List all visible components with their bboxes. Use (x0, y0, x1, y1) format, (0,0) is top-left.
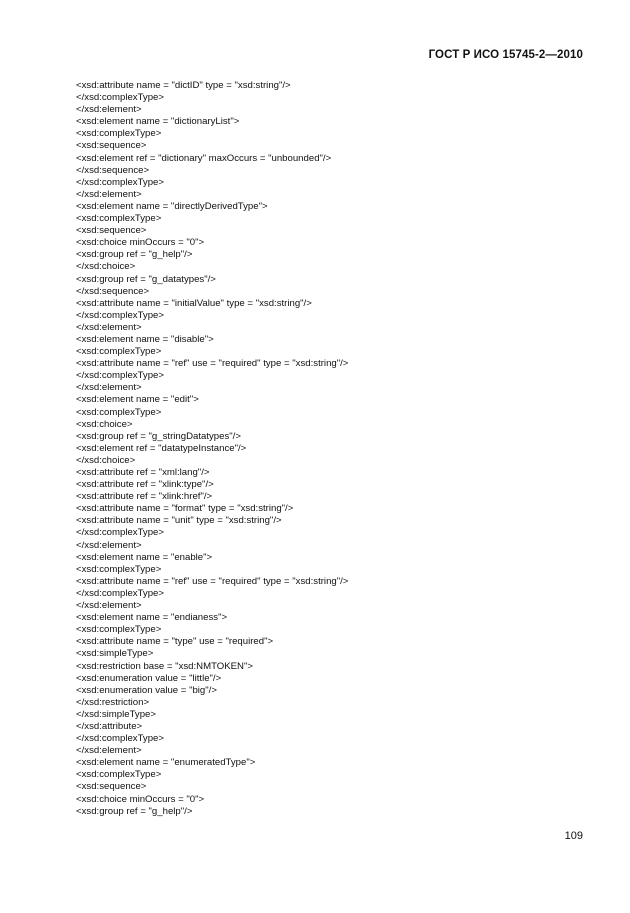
code-line: <xsd:element ref = "dictionary" maxOccurs = "unbounded"/> (76, 152, 332, 164)
code-line: </xsd:complexType> (76, 176, 164, 188)
code-line: </xsd:element> (76, 539, 142, 551)
xsd-code-listing (76, 80, 576, 818)
code-line: <xsd:simpleType> (76, 648, 154, 660)
page-number: 109 (564, 830, 583, 842)
code-line: <xsd:attribute name = "ref" use = "required" type = "xsd:string"/> (76, 575, 349, 587)
code-line: <xsd:choice> (76, 418, 133, 430)
code-line: </xsd:element> (76, 600, 142, 612)
code-line: <xsd:complexType> (76, 769, 162, 781)
code-line: <xsd:complexType> (76, 406, 162, 418)
code-line: </xsd:element> (76, 321, 142, 333)
code-line: <xsd:attribute ref = "xml:lang"/> (76, 467, 210, 478)
code-line: </xsd:sequence> (76, 164, 150, 176)
code-line: <xsd:complexType> (76, 563, 162, 575)
code-line: <xsd:choice minOccurs = "0"> (76, 237, 205, 249)
code-line: <xsd:element name = "disable"> (76, 333, 214, 345)
code-line: </xsd:complexType> (76, 733, 164, 745)
code-line: <xsd:element name = "endianess"> (76, 612, 228, 624)
code-line: </xsd:choice> (76, 454, 136, 466)
code-line: <xsd:element name = "enumeratedType"> (76, 757, 256, 769)
code-line: </xsd:complexType> (76, 92, 164, 104)
code-line: <xsd:sequence> (76, 225, 147, 237)
code-line: <xsd:attribute name = "format" type = "xsd:string"/> (76, 503, 294, 515)
code-line: </xsd:complexType> (76, 587, 164, 599)
code-line: <xsd:restriction base = "xsd:NMTOKEN"> (76, 660, 253, 672)
code-line: <xsd:element name = "dictionaryList"> (76, 116, 240, 128)
code-line: </xsd:element> (76, 188, 142, 200)
code-line: <xsd:complexType> (76, 213, 162, 225)
code-line: </xsd:element> (76, 104, 142, 116)
code-line: <xsd:sequence> (76, 140, 147, 152)
code-line: <xsd:group ref = "g_help"/> (76, 249, 193, 261)
code-line: </xsd:sequence> (76, 285, 150, 297)
code-line: </xsd:element> (76, 745, 142, 757)
code-line: <xsd:attribute name = "dictID" type = "xsd:string"/> (76, 80, 291, 91)
code-line: <xsd:attribute name = "initialValue" type = "xsd:string"/> (76, 297, 312, 309)
code-line: <xsd:group ref = "g_datatypes"/> (76, 273, 216, 285)
code-line: <xsd:group ref = "g_stringDatatypes"/> (76, 430, 241, 442)
code-line: <xsd:enumeration value = "big"/> (76, 684, 217, 696)
code-line: </xsd:choice> (76, 261, 136, 273)
code-line: <xsd:attribute name = "type" use = "required"> (76, 636, 274, 648)
code-line: <xsd:element ref = "datatypeInstance"/> (76, 442, 247, 454)
code-line: <xsd:complexType> (76, 128, 162, 140)
code-line: <xsd:attribute name = "unit" type = "xsd:string"/> (76, 515, 282, 527)
code-line: <xsd:element name = "enable"> (76, 551, 213, 563)
code-line: </xsd:simpleType> (76, 708, 156, 720)
code-line: </xsd:element> (76, 382, 142, 394)
code-line: <xsd:attribute name = "ref" use = "required" type = "xsd:string"/> (76, 358, 349, 370)
code-line: <xsd:attribute ref = "xlink:type"/> (76, 479, 214, 491)
code-line: </xsd:restriction> (76, 696, 150, 708)
code-line: <xsd:complexType> (76, 624, 162, 636)
code-line: </xsd:complexType> (76, 527, 164, 539)
code-line: <xsd:element name = "directlyDerivedType"> (76, 200, 268, 212)
code-line: </xsd:attribute> (76, 720, 143, 732)
code-line: <xsd:group ref = "g_help"/> (76, 805, 193, 817)
code-line: <xsd:complexType> (76, 346, 162, 358)
page-header-standard: ГОСТ Р ИСО 15745-2—2010 (428, 49, 583, 61)
code-line: <xsd:sequence> (76, 781, 147, 793)
code-line: </xsd:complexType> (76, 309, 164, 321)
code-line: <xsd:enumeration value = "little"/> (76, 672, 222, 684)
code-line: <xsd:element name = "edit"> (76, 394, 199, 406)
code-line: <xsd:choice minOccurs = "0"> (76, 793, 205, 805)
code-line: <xsd:attribute ref = "xlink:href"/> (76, 491, 213, 503)
code-line: </xsd:complexType> (76, 370, 164, 382)
